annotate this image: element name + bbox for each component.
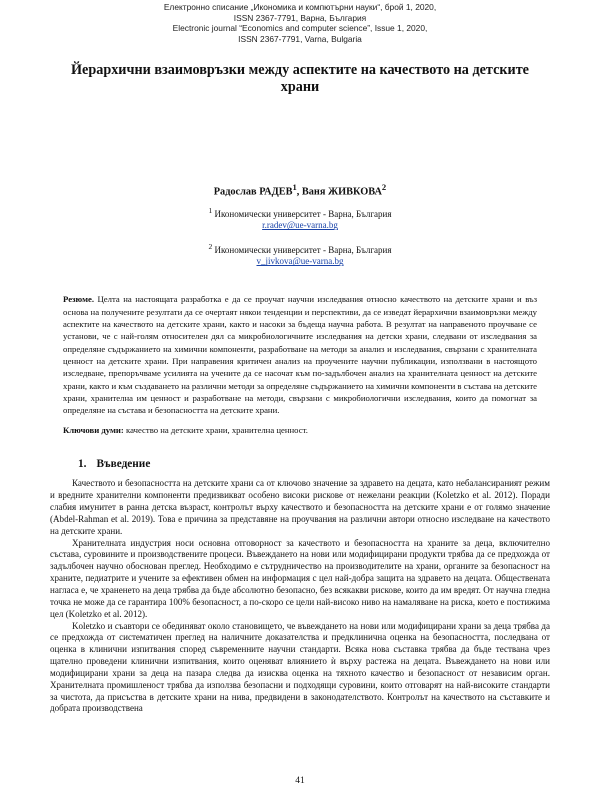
author-1-first-name: Радослав <box>213 186 260 198</box>
keywords-text: качество на детските храни, хранителна ценност. <box>123 425 308 436</box>
author-1-last-name: РАДЕВ <box>259 186 293 198</box>
body-paragraph-3: Koletzko и съавтори се обединяват около становището, че въвеждането на нови или модифицирани храни за деца трябва да се предхожда от систематичен преглед на наличните доказателства и предклинична оценка на безопасността, последвана от оценка в клинични изпитвания според съвременните научни стандарти. Всяка нова съставка трябва да бъде тествана чрез щателно проведени клинични изпитвания, които оценяват влиянието ѝ върху растежа на децата. Въвеждането на нови или модифицирани храни за деца на пазара следва да изисква оценка на тяхното качество и безопасност от независим орган. Хранителната промишленост трябва да използва безопасни и подходящи суровини, които отговарят на най-високите стандарти за чистота, да присъства в детските храни на нива, предвидени в законодателството. Контролът на качеството на съставките и добрата производствена <box>50 620 550 714</box>
section-heading <box>50 458 550 470</box>
body-paragraph-2: Хранителната индустрия носи основна отговорност за качеството и безопасността на храните за деца, включително състава, суровините и производствените процеси. Въвеждането на нови или модифицирани продукти трябва да се предхожда от задълбочен научно обоснован преглед. Необходимо е сътрудничество на производителите на храни, органите за безопасност на храните, педиатрите и учените за ефективен обмен на информация с цел най-добра защита на здравето на децата. Обществената нагласа е, че храненето на деца трябва да бъде абсолютно безопасно, без всякакви рискове, които да им вредят. От научна гледна точка не може да се гарантира 100% безопасност, а по-скоро се цели най-високо ниво на намаляване на риска, което е постижима цел (Koletzko et al. 2012). <box>50 537 550 619</box>
author-2-last-name: ЖИВКОВА <box>327 186 382 198</box>
page-number: 41 <box>295 776 305 786</box>
affiliation-1-text: Икономически университет - Варна, България <box>212 209 392 220</box>
section-number: 1. <box>78 458 87 471</box>
header-line-1: Електронно списание „Икономика и компютърни науки“, брой 1, 2020, <box>163 2 437 12</box>
author-1-affil-mark: 1 <box>292 182 297 192</box>
journal-header <box>50 0 550 44</box>
abstract-label: Резюме. <box>63 294 95 305</box>
affiliation-2-mark: 2 <box>208 242 213 252</box>
affiliation-2 <box>50 241 550 267</box>
abstract <box>50 293 550 416</box>
affiliation-1 <box>50 205 550 231</box>
header-line-3: Electronic journal “Economics and computer science”, Issue 1, 2020, <box>172 23 428 33</box>
paper-title: Йерархични взаимовръзки между аспектите на качеството на детските храни <box>71 62 529 95</box>
section-title: Въведение <box>96 458 151 471</box>
author-1-email-link[interactable]: r.radev@ue-varna.bg <box>262 220 338 231</box>
abstract-text: Целта на настоящата разработка е да се проучат научни изследвания относно качеството на детските храни и въз основа на получените резултати да се очертаят някои тенденции и перспективи, да се изведат йерархични взаимовръзки между аспектите на качеството на детските храни, както и насоки за бъдеща научна работа. В резултат на направеното проучване се установи, че с най-голям относителен дял са микробиологичните изследвания на детски храни, следвани от изследвания за определяне съдържанието на химични компоненти, разработване на методи за анализ и изследвания, свързани с хранителната ценност на детските храни. При направения критичен анализ на проучените научни публикации, използвани в настоящото изследване, препоръчваме усилията на учените да се насочат към по-задълбочен анализ на хранителната ценност на детските храни, както и към създаването на различни методи за определяне съдържанието на химични компоненти в състава на детските храни, хранителна им ценност и разработване на методи, свързани с микробиологични изследвания, които да помогнат за определяне на състава и безопасността на детските храни. <box>63 294 537 416</box>
author-separator: , Ваня <box>296 186 328 198</box>
keywords <box>50 424 550 436</box>
keywords-label: Ключови думи: <box>63 425 124 436</box>
header-line-2: ISSN 2367-7791, Варна, България <box>233 12 367 23</box>
affiliation-2-text: Икономически университет - Варна, България <box>212 245 392 256</box>
affiliation-1-mark: 1 <box>208 206 213 216</box>
body-paragraph-1: Качеството и безопасността на детските храни са от ключово значение за здравето на децата, като небалансираният режим и вредните хранителни компоненти предизвикват особено високи рискове от нежелани реакции (Koletzko et al. 2012). Поради слабия имунитет в ранна детска възраст, контролът върху качеството и безопасността на детските храни е от голямо значение (Abdel-Rahman et al. 2019). Това е причина за представяне на проучвания на различни автори относно изследване на качеството на детските храни. <box>50 478 550 536</box>
author-list <box>50 182 550 197</box>
header-line-4: ISSN 2367-7791, Varna, Bulgaria <box>238 33 362 44</box>
author-2-email-link[interactable]: v_jivkova@ue-varna.bg <box>256 256 344 267</box>
author-2-affil-mark: 2 <box>381 182 387 192</box>
